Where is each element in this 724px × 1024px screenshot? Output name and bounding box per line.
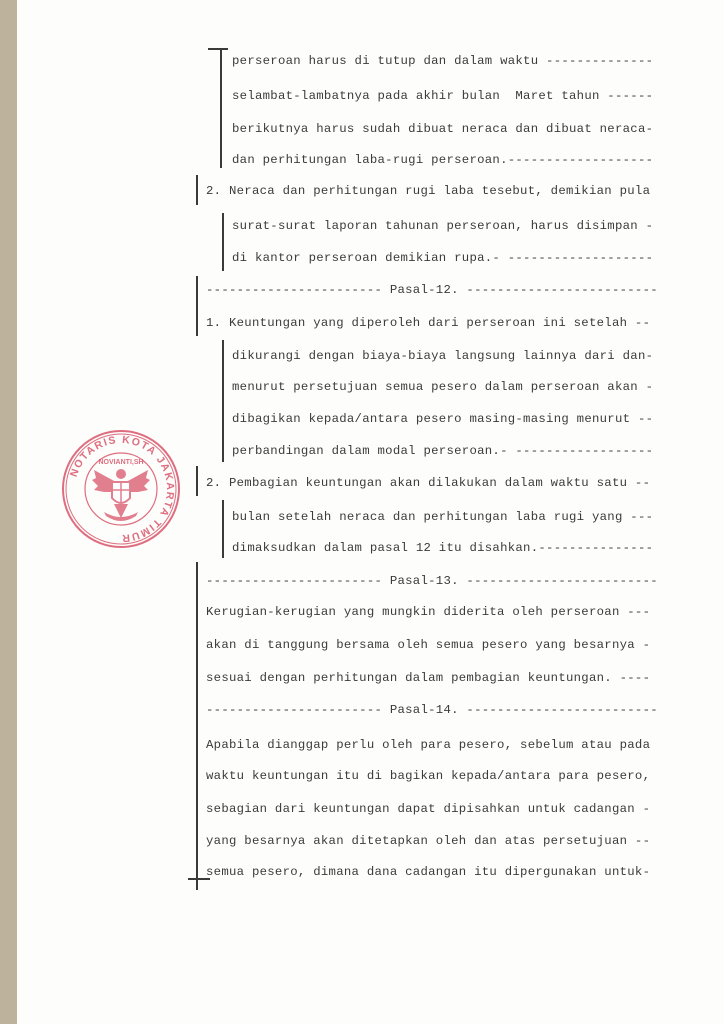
margin-bar-tick — [208, 48, 228, 50]
text-line: waktu keuntungan itu di bagikan kepada/antara para pesero, — [206, 769, 651, 783]
text-line: bulan setelah neraca dan perhitungan laba rugi yang --- — [232, 510, 654, 524]
text-line: dan perhitungan laba-rugi perseroan.------------------- — [232, 153, 654, 167]
text-line: semua pesero, dimana dana cadangan itu dipergunakan untuk- — [206, 865, 651, 879]
margin-bar — [222, 340, 224, 462]
margin-bar — [196, 175, 198, 205]
text-line: 1. Keuntungan yang diperoleh dari perseroan ini setelah -- — [206, 316, 651, 330]
text-line: surat-surat laporan tahunan perseroan, harus disimpan - — [232, 219, 654, 233]
text-line: dikurangi dengan biaya-biaya langsung lainnya dari dan- — [232, 349, 654, 363]
notary-seal — [60, 428, 182, 550]
margin-bar — [220, 48, 222, 168]
text-line: perseroan harus di tutup dan dalam waktu -------------- — [232, 54, 654, 68]
text-line: yang besarnya akan ditetapkan oleh dan atas persetujuan -- — [206, 834, 651, 848]
text-line: 2. Pembagian keuntungan akan dilakukan dalam waktu satu -- — [206, 476, 651, 490]
text-line: sesuai dengan perhitungan dalam pembagian keuntungan. ---- — [206, 671, 651, 685]
text-line: Apabila dianggap perlu oleh para pesero, sebelum atau pada — [206, 738, 651, 752]
text-line: perbandingan dalam modal perseroan.- ------------------ — [232, 444, 654, 458]
margin-bar — [196, 276, 198, 336]
margin-bar — [222, 213, 224, 271]
text-line: akan di tanggung bersama oleh semua pesero yang besarnya - — [206, 638, 651, 652]
seal-top-text: NOVIANTI,SH — [98, 459, 144, 466]
scan-edge — [0, 0, 17, 1024]
margin-bar — [196, 562, 198, 890]
text-line: selambat-lambatnya pada akhir bulan Maret tahun ------ — [232, 89, 654, 103]
garuda-emblem-icon — [92, 469, 150, 521]
section-heading: ----------------------- Pasal-13. ------------------------- — [206, 574, 658, 588]
margin-bar — [196, 466, 198, 496]
text-line: berikutnya harus sudah dibuat neraca dan dibuat neraca- — [232, 122, 654, 136]
text-line: menurut persetujuan semua pesero dalam perseroan akan - — [232, 380, 654, 394]
text-line: 2. Neraca dan perhitungan rugi laba tesebut, demikian pula — [206, 184, 651, 198]
text-line: Kerugian-kerugian yang mungkin diderita oleh perseroan --- — [206, 605, 651, 619]
seal-ring-text: NOTARIS KOTA JAKARTA TIMUR — [67, 433, 177, 545]
text-line: sebagian dari keuntungan dapat dipisahkan untuk cadangan - — [206, 802, 651, 816]
text-line: dimaksudkan dalam pasal 12 itu disahkan.--------------- — [232, 541, 654, 555]
text-line: dibagikan kepada/antara pesero masing-masing menurut -- — [232, 412, 654, 426]
section-heading: ----------------------- Pasal-12. ------------------------- — [206, 283, 658, 297]
text-line: di kantor perseroan demikian rupa.- ------------------- — [232, 251, 654, 265]
section-heading: ----------------------- Pasal-14. ------------------------- — [206, 703, 658, 717]
margin-bar — [222, 500, 224, 558]
